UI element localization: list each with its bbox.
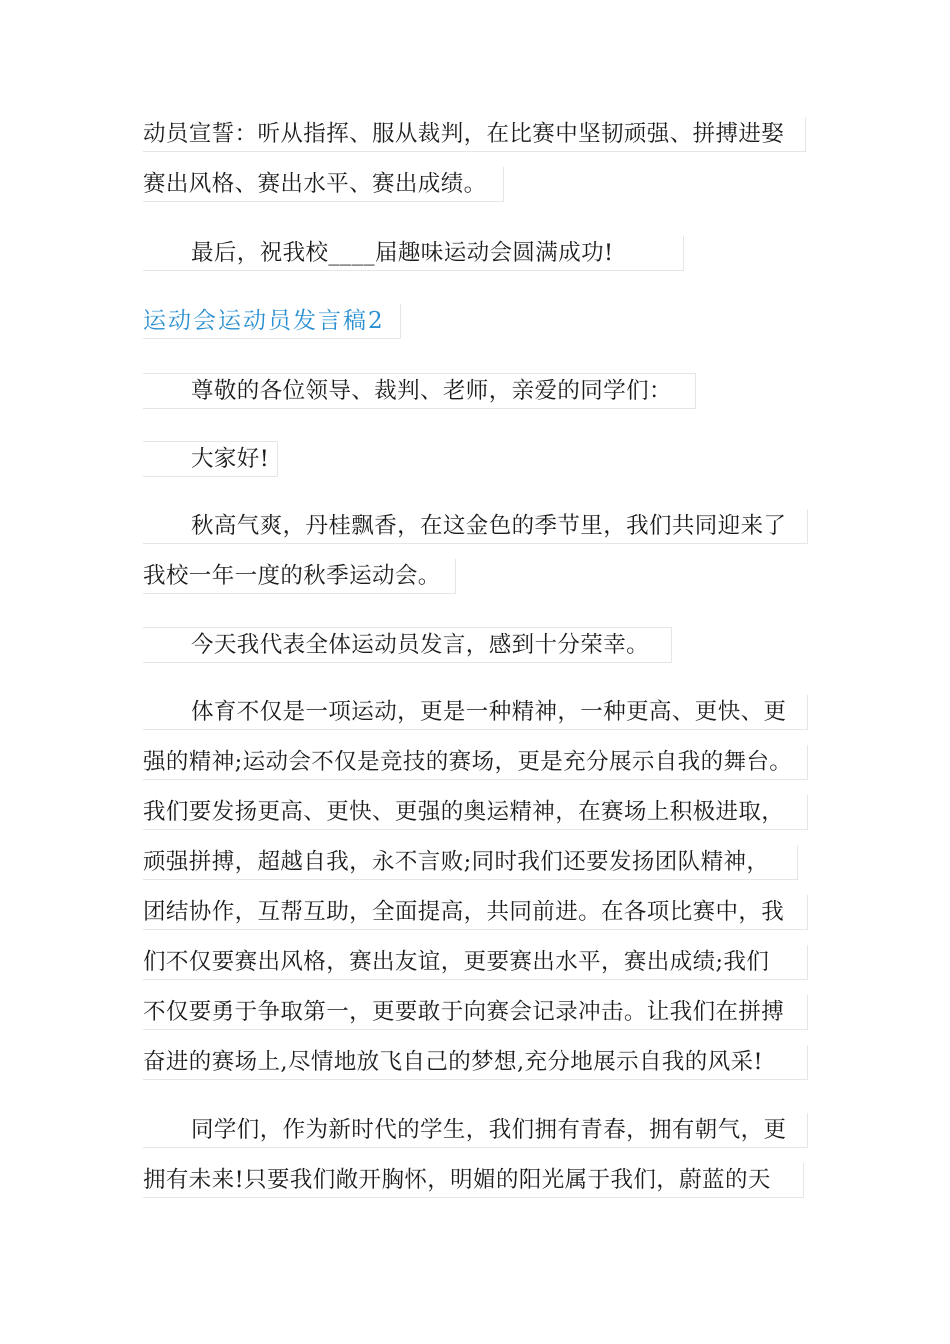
paragraph-line: 顽强拼搏，超越自我，永不言败;同时我们还要发扬团队精神， (143, 845, 798, 880)
paragraph-line: 我校一年一度的秋季运动会。 (143, 559, 456, 594)
paragraph-line: 秋高气爽，丹桂飘香，在这金色的季节里，我们共同迎来了 (143, 509, 808, 544)
paragraph-line: 们不仅要赛出风格，赛出友谊，更要赛出水平，赛出成绩;我们 (143, 945, 808, 980)
paragraph-line: 体育不仅是一项运动，更是一种精神，一种更高、更快、更 (143, 695, 808, 730)
paragraph-line: 不仅要勇于争取第一，更要敢于向赛会记录冲击。让我们在拼搏 (143, 995, 808, 1030)
section-heading: 运动会运动员发言稿2 (143, 304, 401, 339)
paragraph-line: 同学们，作为新时代的学生，我们拥有青春，拥有朝气，更 (143, 1113, 808, 1148)
paragraph-line: 强的精神;运动会不仅是竞技的赛场，更是充分展示自我的舞台。 (143, 745, 808, 780)
paragraph-line: 团结协作，互帮互助，全面提高，共同前进。在各项比赛中，我 (143, 895, 808, 930)
paragraph-line: 动员宣誓：听从指挥、服从裁判，在比赛中坚韧顽强、拼搏进娶 (143, 117, 806, 152)
paragraph-line: 我们要发扬更高、更快、更强的奥运精神，在赛场上积极进取， (143, 795, 808, 830)
paragraph-line: 奋进的赛场上,尽情地放飞自己的梦想,充分地展示自我的风采! (143, 1045, 808, 1080)
greeting-line: 尊敬的各位领导、裁判、老师，亲爱的同学们： (143, 373, 696, 409)
paragraph-line: 赛出风格、赛出水平、赛出成绩。 (143, 167, 504, 202)
closing-line: 最后，祝我校____届趣味运动会圆满成功! (143, 236, 684, 271)
paragraph-line: 今天我代表全体运动员发言，感到十分荣幸。 (143, 627, 672, 663)
hello-line: 大家好! (143, 441, 278, 477)
paragraph-line: 拥有未来!只要我们敞开胸怀，明媚的阳光属于我们，蔚蓝的天 (143, 1163, 804, 1198)
